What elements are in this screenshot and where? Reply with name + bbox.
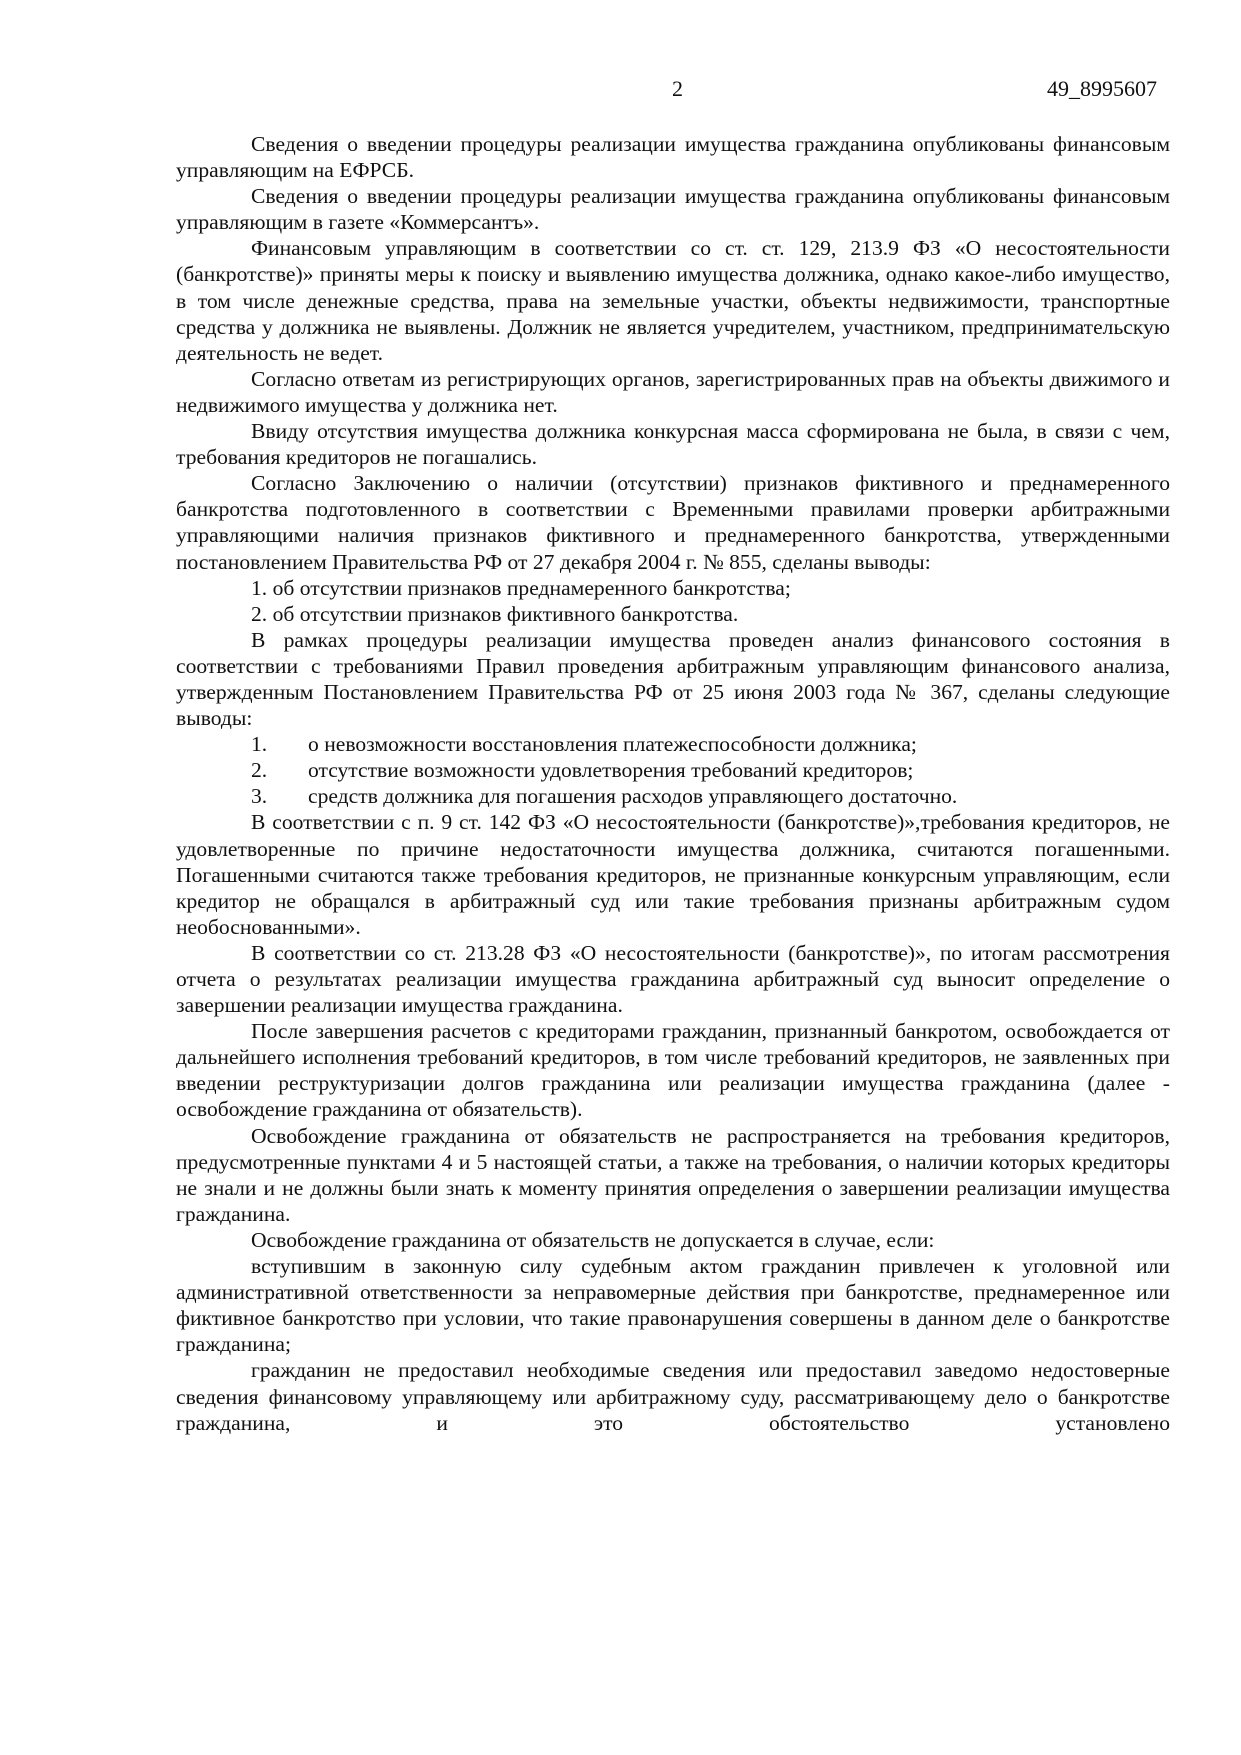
list-text: о невозможности восстановления платежеспособности должника; (308, 732, 917, 757)
paragraph-kommersant-publication: Сведения о введении процедуры реализации имущества гражданина опубликованы финансовым управляющим в газете «Коммерсантъ». (176, 184, 1170, 235)
paragraph-release-not-allowed: Освобождение гражданина от обязательств не допускается в случае, если: (251, 1227, 935, 1252)
list-text: отсутствие возможности удовлетворения требований кредиторов; (308, 758, 914, 783)
paragraph-fictitious-bankruptcy-conclusion: Согласно Заключению о наличии (отсутствии) признаков фиктивного и преднамеренного банкротства подготовленного в соответствии с Временными правилами проверки арбитражными управляющими наличия признаков фиктивного и преднамеренного банкротства, утвержденными постановлением Правительства РФ от 27 декабря 2004 г. № 855, сделаны выводы: (176, 471, 1170, 574)
numbered-list-item (176, 731, 1170, 757)
paragraph-registry-responses: Согласно ответам из регистрирующих органов, зарегистрированных прав на объекты движимого и недвижимого имущества у должника нет. (176, 366, 1170, 417)
paragraph-release-exceptions: Освобождение гражданина от обязательств не распространяется на требования кредиторов, предусмотренные пунктами 4 и 5 настоящей статьи, а также на требования, о наличии которых кредиторы не знали и не должны были знать к моменту принятия определения о завершении реализации имущества гражданина. (176, 1123, 1170, 1226)
paragraph-false-information: гражданин не предоставил необходимые сведения или предоставил заведомо недостоверные сведения финансовому управляющему или арбитражному суду, рассматривающему дело о банкротстве гражданина, и это обстоятельство установлено (176, 1358, 1170, 1435)
page-number: 2 (672, 76, 683, 101)
list-number: 2. (251, 758, 268, 783)
list-number: 3. (251, 784, 268, 809)
paragraph-release-from-obligations: После завершения расчетов с кредиторами гражданин, признанный банкротом, освобождается от дальнейшего исполнения требований кредиторов, в том числе требований кредиторов, не заявленных при введении реструктуризации долгов гражданина или реализации имущества гражданина (далее - освобождение гражданина от обязательств). (176, 1019, 1170, 1122)
paragraph-criminal-liability: вступившим в законную силу судебным актом гражданин привлечен к уголовной или административной ответственности за неправомерные действия при банкротстве, преднамеренное или фиктивное банкротство при условии, что такие правонарушения совершены в данном деле о банкротстве гражданина; (176, 1254, 1170, 1357)
list-item: 2. об отсутствии признаков фиктивного банкротства. (251, 601, 739, 626)
paragraph-article-213-28: В соответствии со ст. 213.28 ФЗ «О несостоятельности (банкротстве)», по итогам рассмотрения отчета о результатах реализации имущества гражданина арбитражный суд выносит определение о завершении реализации имущества гражданина. (176, 940, 1170, 1018)
paragraph-property-search: Финансовым управляющим в соответствии со ст. ст. 129, 213.9 ФЗ «О несостоятельности (банкротстве)» приняты меры к поиску и выявлению имущества должника, однако какое-либо имущество, в том числе денежные средства, права на земельные участки, объекты недвижимости, транспортные средства у должника не выявлены. Должник не является учредителем, участником, предпринимательскую деятельность не ведет. (176, 236, 1170, 365)
paragraph-bankruptcy-estate: Ввиду отсутствия имущества должника конкурсная масса сформирована не была, в связи с чем, требования кредиторов не погашались. (176, 419, 1170, 470)
document-body (176, 131, 1170, 1436)
numbered-list-item (176, 757, 1170, 783)
list-text: средств должника для погашения расходов управляющего достаточно. (308, 784, 958, 809)
document-id: 49_8995607 (1047, 76, 1157, 101)
numbered-list-item (176, 783, 1170, 809)
page-header (0, 76, 1241, 106)
paragraph-article-142: В соответствии с п. 9 ст. 142 ФЗ «О несостоятельности (банкротстве)»,требования кредиторов, не удовлетворенные по причине недостаточности имущества должника, считаются погашенными. Погашенными считаются также требования кредиторов, не признанные конкурсным управляющим, если кредитор не обращался в арбитражный суд или такие требования признаны арбитражным судом необоснованными». (176, 810, 1170, 939)
paragraph-efrsb-publication: Сведения о введении процедуры реализации имущества гражданина опубликованы финансовым управляющим на ЕФРСБ. (176, 132, 1170, 183)
list-number: 1. (251, 732, 268, 757)
list-item: 1. об отсутствии признаков преднамеренного банкротства; (251, 575, 791, 600)
paragraph-financial-analysis: В рамках процедуры реализации имущества проведен анализ финансового состояния в соответствии с требованиями Правил проведения арбитражным управляющим финансового анализа, утвержденным Постановлением Правительства РФ от 25 июня 2003 года № 367, сделаны следующие выводы: (176, 627, 1170, 731)
